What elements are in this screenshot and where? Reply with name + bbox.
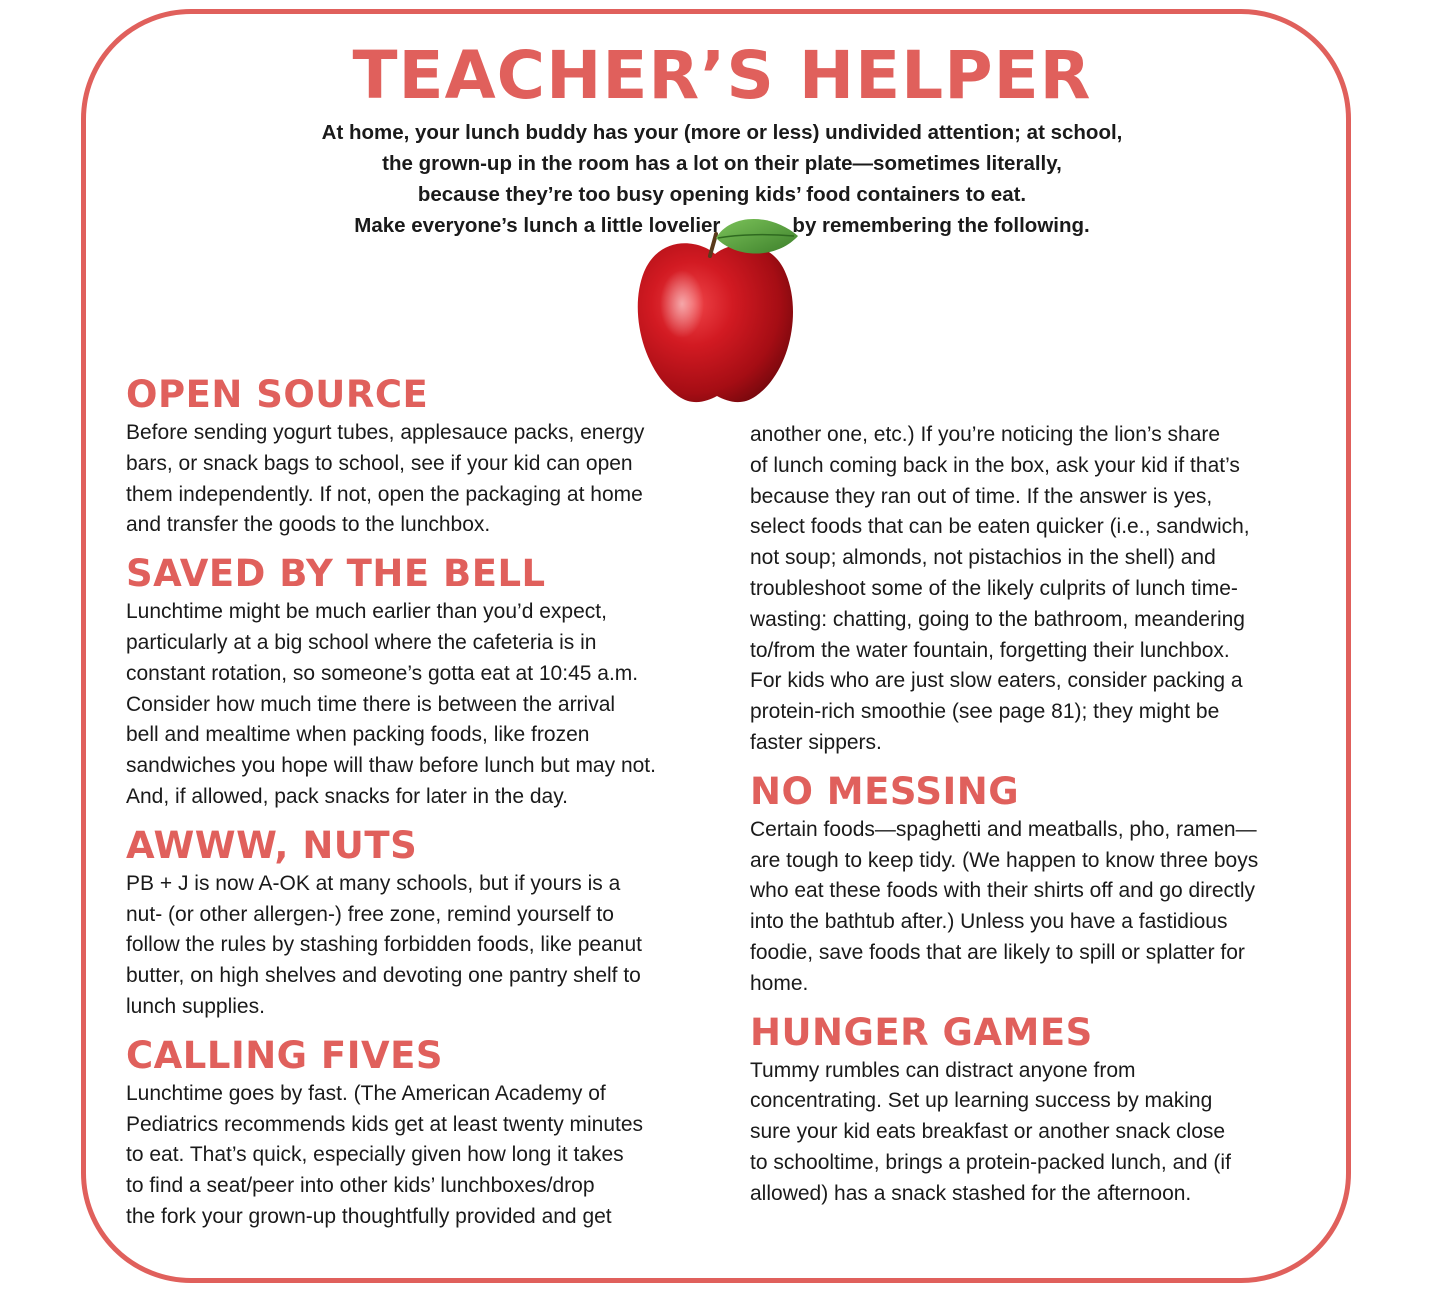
body-line: Pediatrics recommends kids get at least twenty minutes bbox=[126, 1112, 644, 1136]
page-title: TEACHER’S HELPER bbox=[352, 37, 1092, 114]
body-line: another one, etc.) If you’re noticing the lion’s share bbox=[750, 423, 1221, 446]
section-awww-nuts bbox=[126, 823, 706, 1023]
body-line: lunch supplies. bbox=[126, 994, 265, 1018]
body-line: sure your kid eats breakfast or another snack close bbox=[750, 1120, 1226, 1144]
intro-line-before-apple: Make everyone’s lunch a little lovelier bbox=[354, 214, 721, 237]
section-body bbox=[750, 815, 1330, 1000]
body-line: Tummy rumbles can distract anyone from bbox=[750, 1058, 1136, 1082]
body-line: particularly at a big school where the cafeteria is in bbox=[126, 630, 597, 654]
section-saved-by-the-bell bbox=[126, 551, 706, 813]
body-line: foodie, save foods that are likely to spill or splatter for bbox=[750, 940, 1245, 964]
body-line: into the bathtub after.) Unless you have a fastidious bbox=[750, 910, 1228, 934]
body-line: allowed) has a snack stashed for the afternoon. bbox=[750, 1181, 1192, 1205]
section-heading: OPEN SOURCE bbox=[126, 373, 429, 416]
section-body bbox=[750, 420, 1330, 759]
body-line: because they ran out of time. If the answer is yes, bbox=[750, 484, 1213, 508]
right-column bbox=[750, 420, 1330, 1210]
section-calling-fives bbox=[126, 1033, 706, 1233]
body-line: of lunch coming back in the box, ask your kid if that’s bbox=[750, 453, 1240, 477]
body-line: faster sippers. bbox=[750, 730, 882, 754]
section-heading: HUNGER GAMES bbox=[750, 1010, 1093, 1054]
section-heading: NO MESSING bbox=[750, 769, 1020, 813]
body-line: Lunchtime goes by fast. (The American Academy of bbox=[126, 1081, 606, 1105]
body-line: follow the rules by stashing forbidden foods, like peanut bbox=[126, 933, 642, 957]
body-line: bell and mealtime when packing foods, like frozen bbox=[126, 723, 590, 747]
body-line: them independently. If not, open the packaging at home bbox=[126, 482, 643, 506]
body-line: who eat these foods with their shirts off and go directly bbox=[750, 879, 1256, 903]
intro-line-after-apple: by remembering the following. bbox=[792, 214, 1090, 237]
body-line: and transfer the goods to the lunchbox. bbox=[126, 513, 491, 537]
section-body bbox=[126, 418, 706, 541]
body-line: sandwiches you hope will thaw before lunch but may not. bbox=[126, 754, 656, 778]
body-line: troubleshoot some of the likely culprits of lunch time- bbox=[750, 576, 1238, 600]
body-line: the fork your grown-up thoughtfully provided and get bbox=[126, 1204, 612, 1228]
body-line: Certain foods—spaghetti and meatballs, pho, ramen— bbox=[750, 817, 1257, 841]
body-line: select foods that can be eaten quicker (i.e., sandwich, bbox=[750, 515, 1250, 539]
body-line: to schooltime, brings a protein-packed lunch, and (if bbox=[750, 1150, 1231, 1174]
section-heading: AWWW, NUTS bbox=[126, 823, 418, 867]
section-body bbox=[126, 1079, 706, 1233]
body-line: Lunchtime might be much earlier than you’d expect, bbox=[126, 600, 607, 624]
body-line: bars, or snack bags to school, see if your kid can open bbox=[126, 451, 633, 475]
body-line: nut- (or other allergen-) free zone, remind yourself to bbox=[126, 902, 614, 926]
body-line: not soup; almonds, not pistachios in the shell) and bbox=[750, 546, 1216, 570]
body-line: constant rotation, so someone’s gotta eat at 10:45 a.m. bbox=[126, 661, 639, 685]
body-line: are tough to keep tidy. (We happen to know three boys bbox=[750, 848, 1259, 872]
left-column bbox=[126, 372, 706, 1233]
section-body bbox=[126, 597, 706, 813]
section-body bbox=[750, 1056, 1330, 1210]
intro-line: because they’re too busy opening kids’ food containers to eat. bbox=[417, 183, 1027, 206]
body-line: to find a seat/peer into other kids’ lunchboxes/drop bbox=[126, 1174, 595, 1198]
section-body bbox=[126, 869, 706, 1023]
section-heading: SAVED BY THE BELL bbox=[126, 552, 546, 596]
body-line: home. bbox=[750, 971, 809, 995]
body-line: wasting: chatting, going to the bathroom, meandering bbox=[750, 607, 1245, 631]
body-line: concentrating. Set up learning success by making bbox=[750, 1089, 1213, 1113]
body-line: And, if allowed, pack snacks for later in the day. bbox=[126, 784, 569, 808]
body-line: PB + J is now A-OK at many schools, but if yours is a bbox=[126, 871, 621, 895]
body-line: protein-rich smoothie (see page 81); they might be bbox=[750, 700, 1220, 724]
body-line: to eat. That’s quick, especially given how long it takes bbox=[126, 1143, 624, 1167]
section-heading: CALLING FIVES bbox=[126, 1033, 444, 1077]
body-line: Before sending yogurt tubes, applesauce packs, energy bbox=[126, 421, 645, 444]
body-line: to/from the water fountain, forgetting their lunchbox. bbox=[750, 638, 1230, 662]
body-line: butter, on high shelves and devoting one pantry shelf to bbox=[126, 964, 641, 988]
section-hunger-games bbox=[750, 1010, 1330, 1210]
intro-line: the grown-up in the room has a lot on their plate—sometimes literally, bbox=[382, 152, 1062, 175]
body-line: Consider how much time there is between the arrival bbox=[126, 692, 616, 716]
section-open-source bbox=[126, 372, 706, 541]
body-line: For kids who are just slow eaters, consider packing a bbox=[750, 669, 1243, 693]
intro-line: At home, your lunch buddy has your (more or less) undivided attention; at school, bbox=[321, 121, 1123, 144]
section-no-messing bbox=[750, 769, 1330, 1000]
section-calling-fives-continued bbox=[750, 420, 1330, 759]
